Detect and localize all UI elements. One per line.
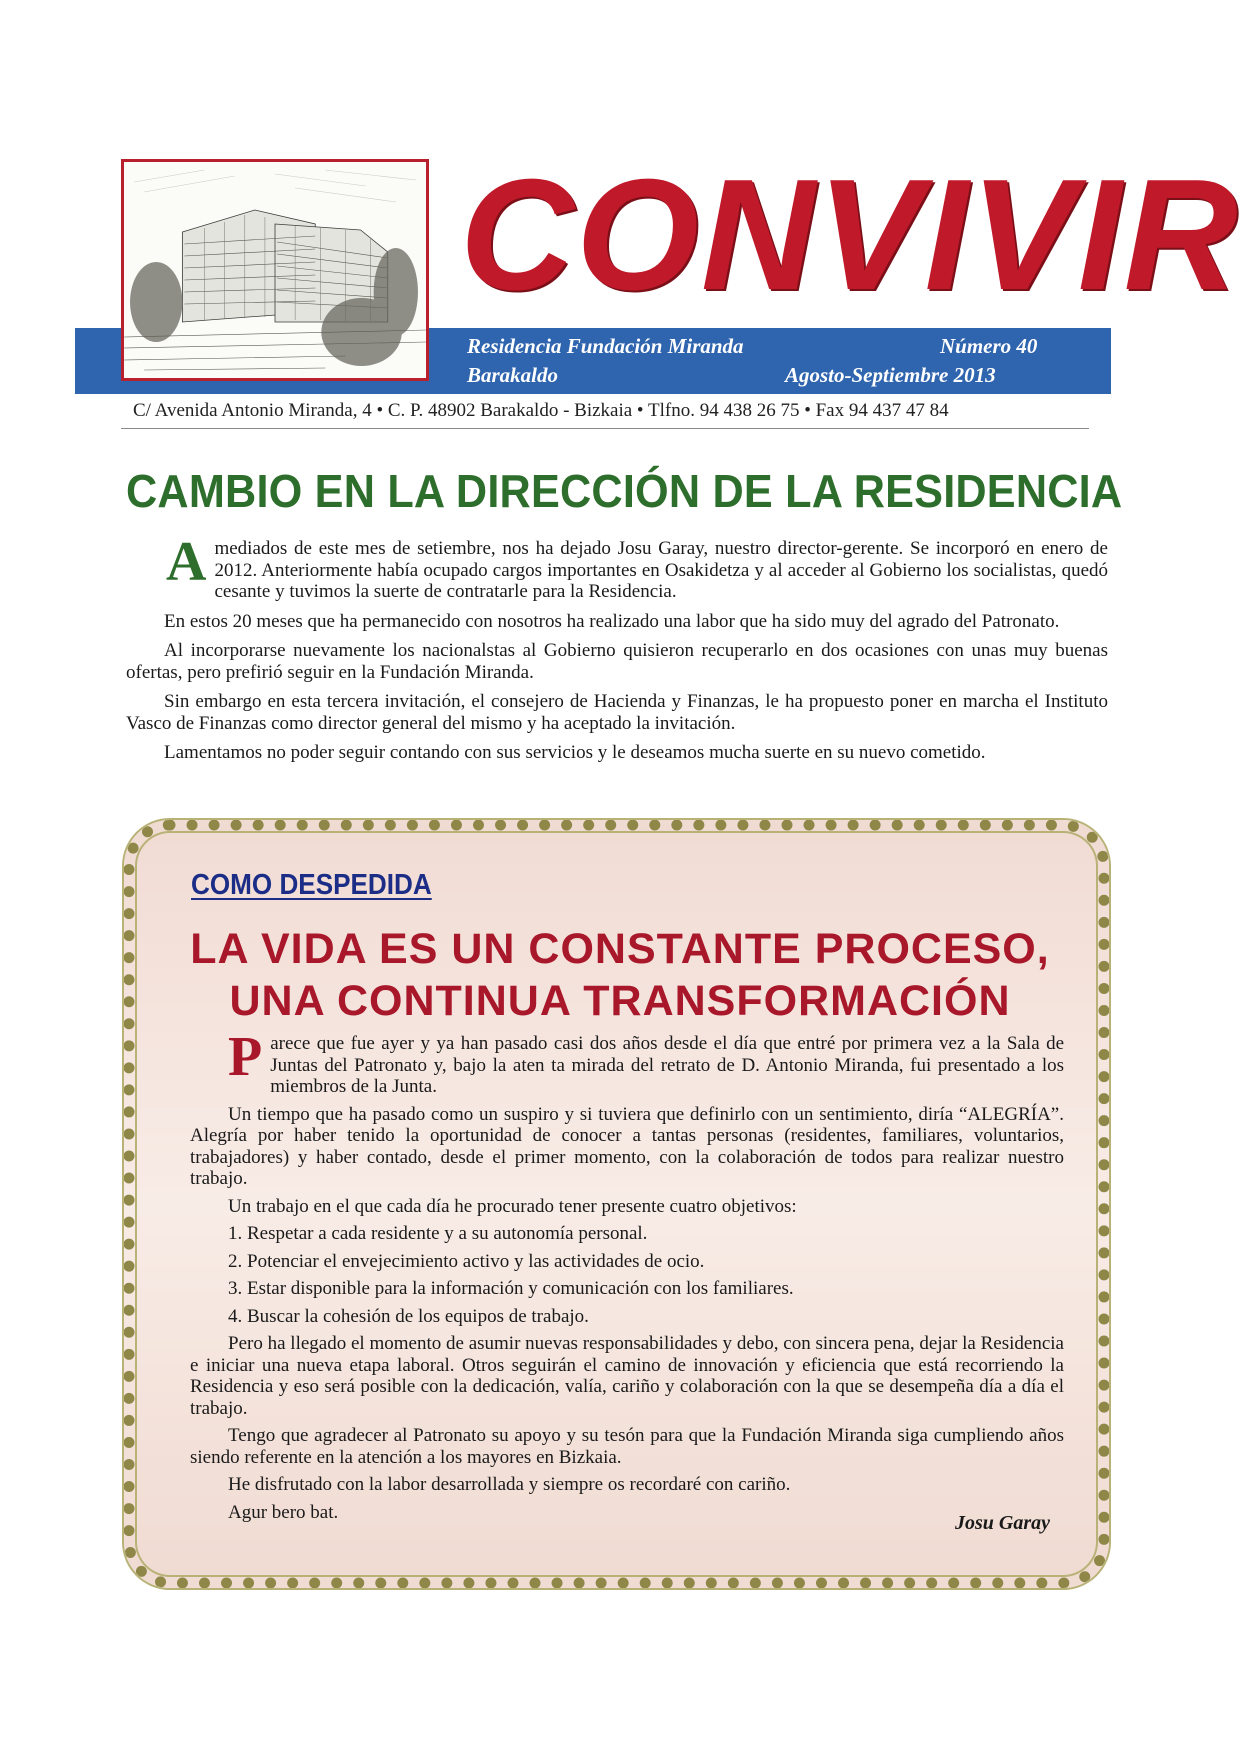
issue-date: Agosto-Septiembre 2013: [785, 363, 996, 387]
residence-building-illustration: [121, 159, 429, 381]
article-paragraph: Sin embargo en esta tercera invitación, el consejero de Hacienda y Finanzas, le ha propuesto poner en marcha el Instituto Vasco de Finanzas como director general del mismo y ha aceptado la invitación.: [126, 691, 1108, 734]
list-item: 4. Buscar la cohesión de los equipos de trabajo.: [228, 1305, 589, 1327]
farewell-body: [190, 1026, 1064, 1529]
farewell-paragraph: Tengo que agradecer al Patronato su apoyo y su tesón para que la Fundación Miranda siga cumpliendo años siendo referente en la atención a los mayores en Bizkaia.: [190, 1425, 1064, 1468]
farewell-paragraph: Un trabajo en el que cada día he procurado tener presente cuatro objetivos:: [228, 1195, 797, 1217]
farewell-box: [124, 820, 1109, 1588]
contact-address: C/ Avenida Antonio Miranda, 4 • C. P. 48902 Barakaldo - Bizkaia • Tlfno. 94 438 26 75 • Fax 94 437 47 84: [133, 400, 949, 421]
farewell-kicker: COMO DESPEDIDA: [191, 869, 432, 901]
article-paragraph: Al incorporarse nuevamente los nacionalstas al Gobierno quisieron recuperarlo en dos ocasiones con unas muy buenas ofertas, pero prefirió seguir en la Fundación Miranda.: [126, 640, 1108, 683]
list-item: 1. Respetar a cada residente y a su autonomía personal.: [228, 1223, 648, 1244]
farewell-paragraph: Agur bero bat.: [228, 1501, 339, 1523]
farewell-paragraph: Pero ha llegado el momento de asumir nuevas responsabilidades y debo, con sincera pena, dejar la Residencia e iniciar una nueva etapa laboral. Otros seguirán el camino de innovación y eficiencia que está recorriendo la Residencia y eso será posible con la dedicación, valía, cariño y colaboración con la que se desempeña día a día el trabajo.: [190, 1333, 1064, 1419]
issue-number: Número 40: [940, 334, 1038, 358]
drop-cap: P: [228, 1026, 263, 1088]
farewell-paragraph: He disfrutado con la labor desarrollada y siempre os recordaré con cariño.: [228, 1474, 791, 1495]
farewell-lead-paragraph: Parece que fue ayer y ya han pasado casi dos años desde el día que entré por primera vez a la Sala de Juntas del Patronato y, bajo la aten ta mirada del retrato de D. Antonio Miranda, fui presentado a los miembros de la Junta.: [228, 1026, 1064, 1097]
list-item: 2. Potenciar el envejecimiento activo y las actividades de ocio.: [228, 1250, 705, 1272]
article-paragraph: En estos 20 meses que ha permanecido con nosotros ha realizado una labor que ha sido muy del agrado del Patronato.: [164, 610, 1060, 632]
header-divider: [121, 428, 1089, 429]
org-name: Residencia Fundación Miranda: [467, 334, 744, 358]
building-sketch-image: [124, 162, 426, 378]
farewell-headline: [165, 923, 1075, 1027]
org-city: Barakaldo: [467, 363, 559, 387]
newsletter-title: CONVIVIR: [460, 147, 1240, 323]
farewell-headline-line-2: UNA CONTINUA TRANSFORMACIÓN: [229, 977, 1011, 1025]
main-article: [126, 531, 1108, 772]
farewell-headline-line-1: LA VIDA ES UN CONSTANTE PROCESO,: [190, 925, 1050, 973]
signature: Josu Garay: [954, 1512, 1050, 1534]
article-paragraph: Lamentamos no poder seguir contando con sus servicios y le deseamos mucha suerte en su nuevo cometido.: [164, 742, 986, 763]
main-headline: CAMBIO EN LA DIRECCIÓN DE LA RESIDENCIA: [126, 465, 1123, 517]
article-lead-paragraph: Amediados de este mes de setiembre, nos ha dejado Josu Garay, nuestro director-gerente. Se incorporó en enero de 2012. Anteriormente había ocupado cargos importantes en Osakidetza y al acceder al Gobierno los socialistas, quedó cesante y tuvimos la suerte de contratarle para la Residencia.: [166, 531, 1108, 602]
list-item: 3. Estar disponible para la información y comunicación con los familiares.: [228, 1278, 794, 1299]
drop-cap: A: [166, 531, 207, 593]
farewell-paragraph: Un tiempo que ha pasado como un suspiro y si tuviera que definirlo con un sentimiento, diría “ALEGRÍA”. Alegría por haber tenido la oportunidad de conocer a tantas personas (residentes, familiares, voluntarios, trabajadores) y haber contado, desde el primer momento, con la colaboración de todos para realizar nuestro trabajo.: [190, 1103, 1064, 1189]
objectives-list: [190, 1223, 1064, 1327]
